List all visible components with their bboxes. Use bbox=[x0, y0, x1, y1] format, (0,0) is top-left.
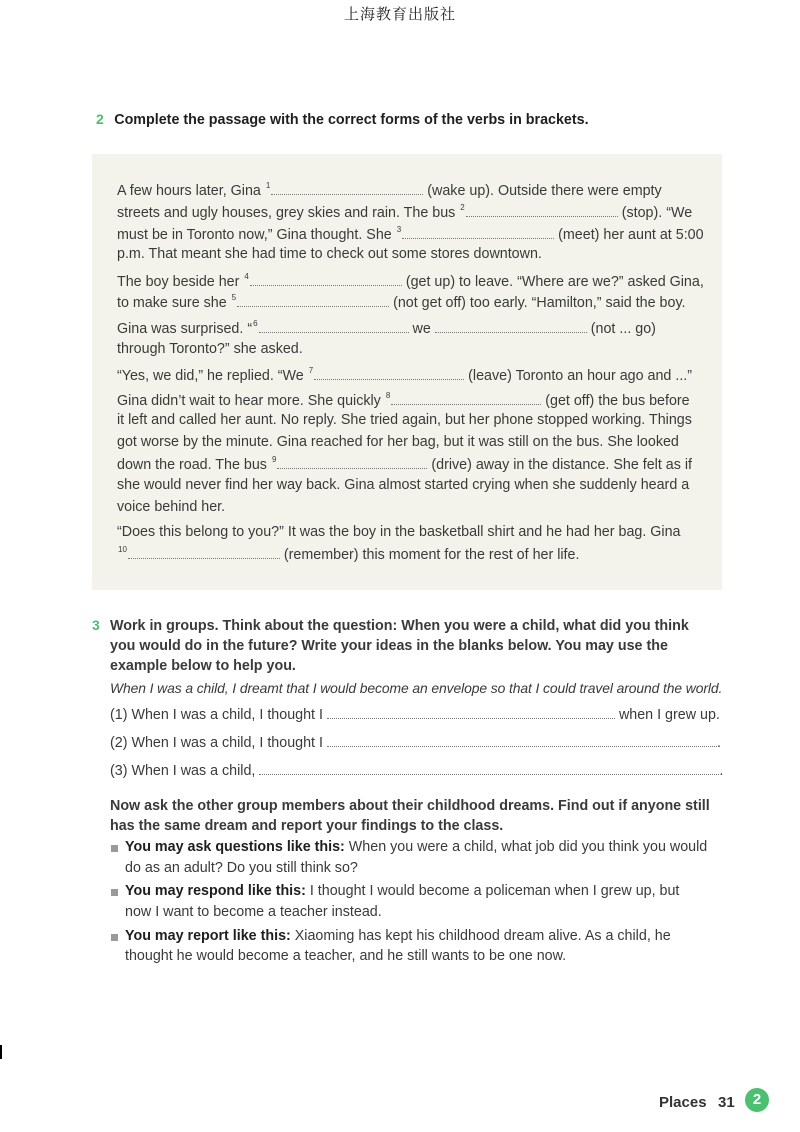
blank-number: 1 bbox=[265, 181, 271, 190]
blank-5[interactable] bbox=[237, 293, 389, 307]
passage-line: through Toronto?” she asked. bbox=[117, 341, 303, 357]
bullet-report: You may report like this: Xiaoming has kept his childhood dream alive. As a child, he bbox=[125, 928, 671, 944]
square-bullet-icon bbox=[111, 845, 118, 852]
passage-line: down the road. The bus $^9$ (drive) away in the distance. She felt as if bbox=[117, 455, 693, 473]
unit-number-badge: 2 bbox=[745, 1088, 769, 1112]
passage-line: Gina didn’t wait to hear more. She quickly $^8$ (get off) the bus before bbox=[117, 391, 690, 409]
exercise-2-number: 2 bbox=[96, 111, 104, 127]
followup-instruction-line: Now ask the other group members about their childhood dreams. Find out if anyone still bbox=[110, 798, 710, 814]
passage-line: she would never find her way back. Gina almost started crying when she suddenly heard a bbox=[117, 477, 690, 493]
blank-7[interactable] bbox=[314, 366, 464, 380]
blank-number: 9 bbox=[271, 455, 277, 464]
blank-number: 2 bbox=[460, 203, 465, 212]
blank-6b[interactable] bbox=[435, 319, 587, 333]
bullet-respond: You may respond like this: I thought I would become a policeman when I grew up, but bbox=[125, 883, 680, 899]
prompt-2: (2) When I was a child, I thought I . bbox=[110, 735, 721, 751]
blank-number: 6 bbox=[253, 319, 258, 328]
blank-number: 10 bbox=[118, 545, 127, 554]
passage-line: got worse by the minute. Gina reached for her bag, but it was still on the bus. She looked bbox=[117, 434, 679, 450]
bullet-ask-continuation: do as an adult? Do you still think so? bbox=[125, 860, 358, 876]
blank-6[interactable] bbox=[259, 319, 409, 333]
blank-number: 7 bbox=[308, 366, 314, 375]
publisher-header: 上海教育出版社 bbox=[343, 5, 456, 23]
blank-number: 4 bbox=[244, 272, 249, 281]
blank-8[interactable] bbox=[391, 391, 541, 405]
exercise-3-instruction-line: Work in groups. Think about the question: When you were a child, what did you think bbox=[110, 618, 689, 634]
square-bullet-icon bbox=[111, 889, 118, 896]
blank-number: 5 bbox=[231, 293, 237, 302]
blank-2[interactable] bbox=[466, 203, 618, 217]
passage-line: $^{10}$ (remember) this moment for the rest of her life. bbox=[118, 545, 580, 563]
exercise-3-instruction-line: you would do in the future? Write your ideas in the blanks below. You may use the bbox=[110, 638, 668, 654]
exercise-3-instruction-line: example below to help you. bbox=[110, 658, 296, 674]
exercise-2-instruction: Complete the passage with the correct forms of the verbs in brackets. bbox=[114, 112, 589, 128]
followup-instruction-line: has the same dream and report your findings to the class. bbox=[110, 818, 504, 834]
passage-line: p.m. That meant she had time to check out some stores downtown. bbox=[117, 246, 542, 262]
prompt-3: (3) When I was a child, . bbox=[110, 763, 724, 779]
bullet-respond-continuation: now I want to become a teacher instead. bbox=[125, 904, 382, 920]
passage-line: Gina was surprised. “$^6$ we (not ... go) bbox=[117, 319, 656, 337]
passage-line: streets and ugly houses, grey skies and rain. The bus $^2$ (stop). “We bbox=[117, 203, 693, 221]
prompt-2-blank[interactable] bbox=[327, 733, 717, 747]
blank-number: 8 bbox=[385, 391, 391, 400]
example-sentence: When I was a child, I dreamt that I would become an envelope so that I could travel around the world. bbox=[110, 680, 723, 696]
page-number: 31 bbox=[718, 1094, 735, 1111]
margin-mark bbox=[0, 1045, 2, 1059]
square-bullet-icon bbox=[111, 934, 118, 941]
bullet-ask: You may ask questions like this: When you were a child, what job did you think you would bbox=[125, 839, 708, 855]
blank-3[interactable] bbox=[402, 225, 554, 239]
unit-title: Places bbox=[659, 1094, 707, 1111]
blank-1[interactable] bbox=[271, 181, 423, 195]
exercise-2-heading bbox=[96, 110, 589, 130]
exercise-3-number: 3 bbox=[92, 617, 100, 633]
blank-10[interactable] bbox=[128, 545, 280, 559]
prompt-1: (1) When I was a child, I thought I when I grew up. bbox=[110, 707, 720, 723]
passage-line: “Yes, we did,” he replied. “We $^7$ (leave) Toronto an hour ago and ...” bbox=[117, 366, 693, 384]
prompt-3-blank[interactable] bbox=[259, 761, 719, 775]
blank-9[interactable] bbox=[277, 455, 427, 469]
passage-line: voice behind her. bbox=[117, 499, 226, 515]
blank-4[interactable] bbox=[250, 272, 402, 286]
bullet-report-continuation: thought he would become a teacher, and he still wants to be one now. bbox=[125, 948, 567, 964]
passage-line: “Does this belong to you?” It was the boy in the basketball shirt and he had her bag. Gina bbox=[117, 524, 681, 540]
blank-number: 3 bbox=[396, 225, 402, 234]
passage-line: The boy beside her $^4$ (get up) to leave. “Where are we?” asked Gina, bbox=[117, 272, 704, 290]
passage-line: to make sure she $^5$ (not get off) too early. “Hamilton,” said the boy. bbox=[117, 293, 686, 311]
passage-line: it left and called her aunt. No reply. She tried again, but her phone stopped working. Things bbox=[117, 412, 692, 428]
passage-line: A few hours later, Gina $^1$ (wake up). Outside there were empty bbox=[117, 181, 662, 199]
prompt-1-blank[interactable] bbox=[327, 705, 615, 719]
passage-line: must be in Toronto now,” Gina thought. She $^3$ (meet) her aunt at 5:00 bbox=[117, 225, 704, 243]
